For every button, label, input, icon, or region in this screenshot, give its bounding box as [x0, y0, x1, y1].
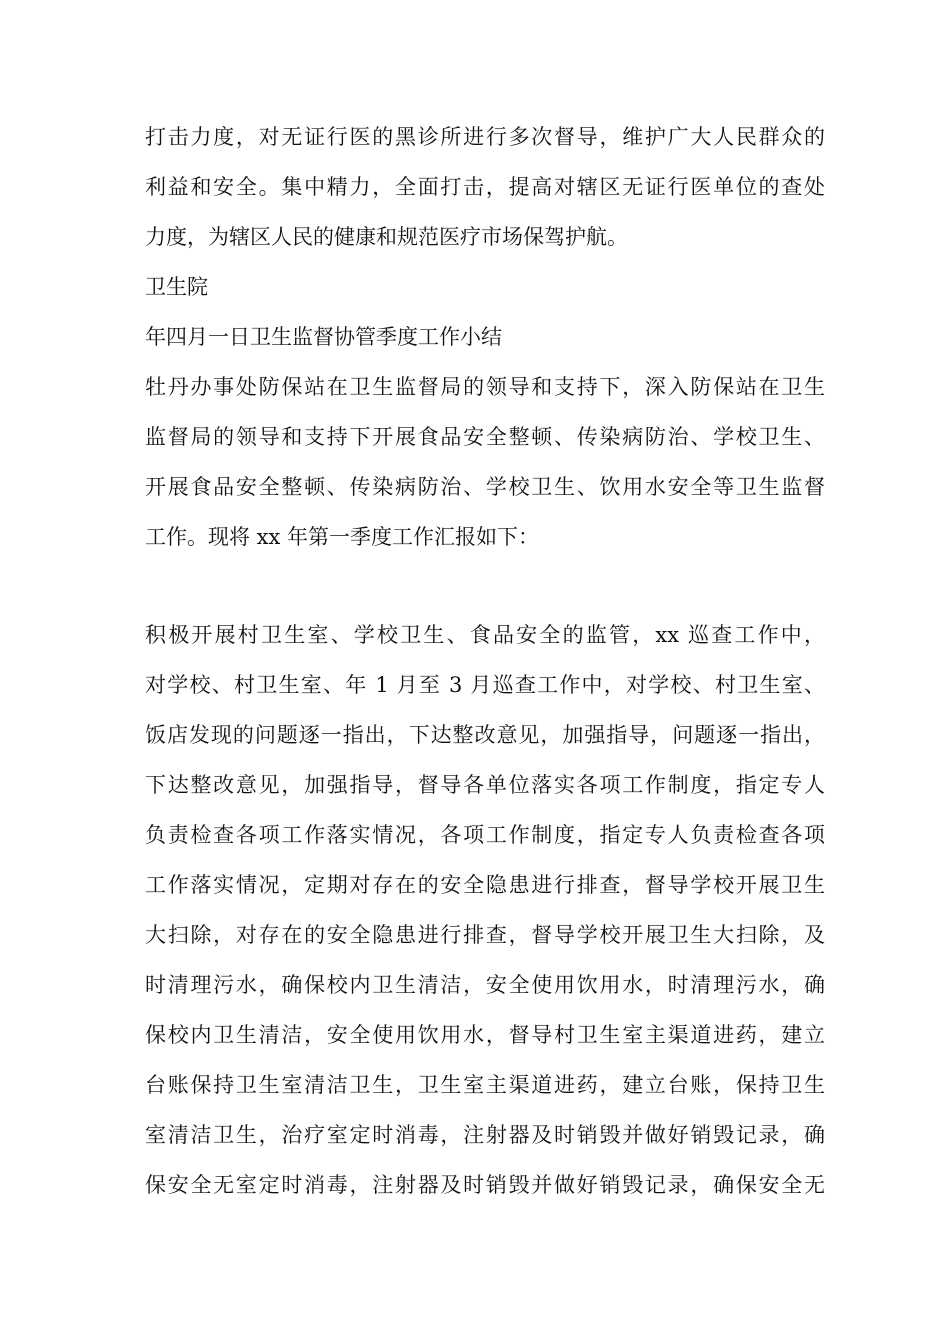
paragraph3-line-5: 负责检查各项工作落实情况，各项工作制度，指定专人负责检查各项 [145, 823, 825, 847]
paragraph3-line-1: 积极开展村卫生室、学校卫生、食品安全的监管，xx 巡查工作中， [145, 623, 825, 647]
document-title: 年四月一日卫生监督协管季度工作小结 [145, 325, 502, 349]
paragraph1-line-2: 利益和安全。集中精力，全面打击，提高对辖区无证行医单位的查处 [145, 175, 825, 199]
paragraph2-line-3: 开展食品安全整顿、传染病防治、学校卫生、饮用水安全等卫生监督 [145, 475, 825, 499]
paragraph3-line-7: 大扫除，对存在的安全隐患进行排查，督导学校开展卫生大扫除，及 [145, 923, 825, 947]
paragraph1-line-1: 打击力度，对无证行医的黑诊所进行多次督导，维护广大人民群众的 [145, 125, 825, 149]
paragraph3-line-11: 室清洁卫生，治疗室定时消毒，注射器及时销毁并做好销毁记录，确 [145, 1123, 825, 1147]
paragraph2-line-4: 工作。现将 xx 年第一季度工作汇报如下： [145, 525, 540, 549]
paragraph3-line-10: 台账保持卫生室清洁卫生，卫生室主渠道进药，建立台账，保持卫生 [145, 1073, 825, 1097]
paragraph1-line-3: 力度，为辖区人民的健康和规范医疗市场保驾护航。 [145, 225, 628, 249]
paragraph3-line-4: 下达整改意见，加强指导，督导各单位落实各项工作制度，指定专人 [145, 773, 825, 797]
paragraph2-line-1: 牡丹办事处防保站在卫生监督局的领导和支持下，深入防保站在卫生 [145, 375, 825, 399]
paragraph3-line-2: 对学校、村卫生室、年 1 月至 3 月巡查工作中，对学校、村卫生室、 [145, 673, 825, 697]
paragraph3-line-3: 饭店发现的问题逐一指出，下达整改意见，加强指导，问题逐一指出， [145, 723, 825, 747]
paragraph3-line-9: 保校内卫生清洁，安全使用饮用水，督导村卫生室主渠道进药，建立 [145, 1023, 825, 1047]
paragraph3-line-6: 工作落实情况，定期对存在的安全隐患进行排查，督导学校开展卫生 [145, 873, 825, 897]
paragraph2-line-2: 监督局的领导和支持下开展食品安全整顿、传染病防治、学校卫生、 [145, 425, 825, 449]
paragraph3-line-12: 保安全无室定时消毒，注射器及时销毁并做好销毁记录，确保安全无 [145, 1173, 825, 1197]
paragraph3-line-8: 时清理污水，确保校内卫生清洁，安全使用饮用水，时清理污水，确 [145, 973, 825, 997]
org-name: 卫生院 [145, 275, 208, 299]
